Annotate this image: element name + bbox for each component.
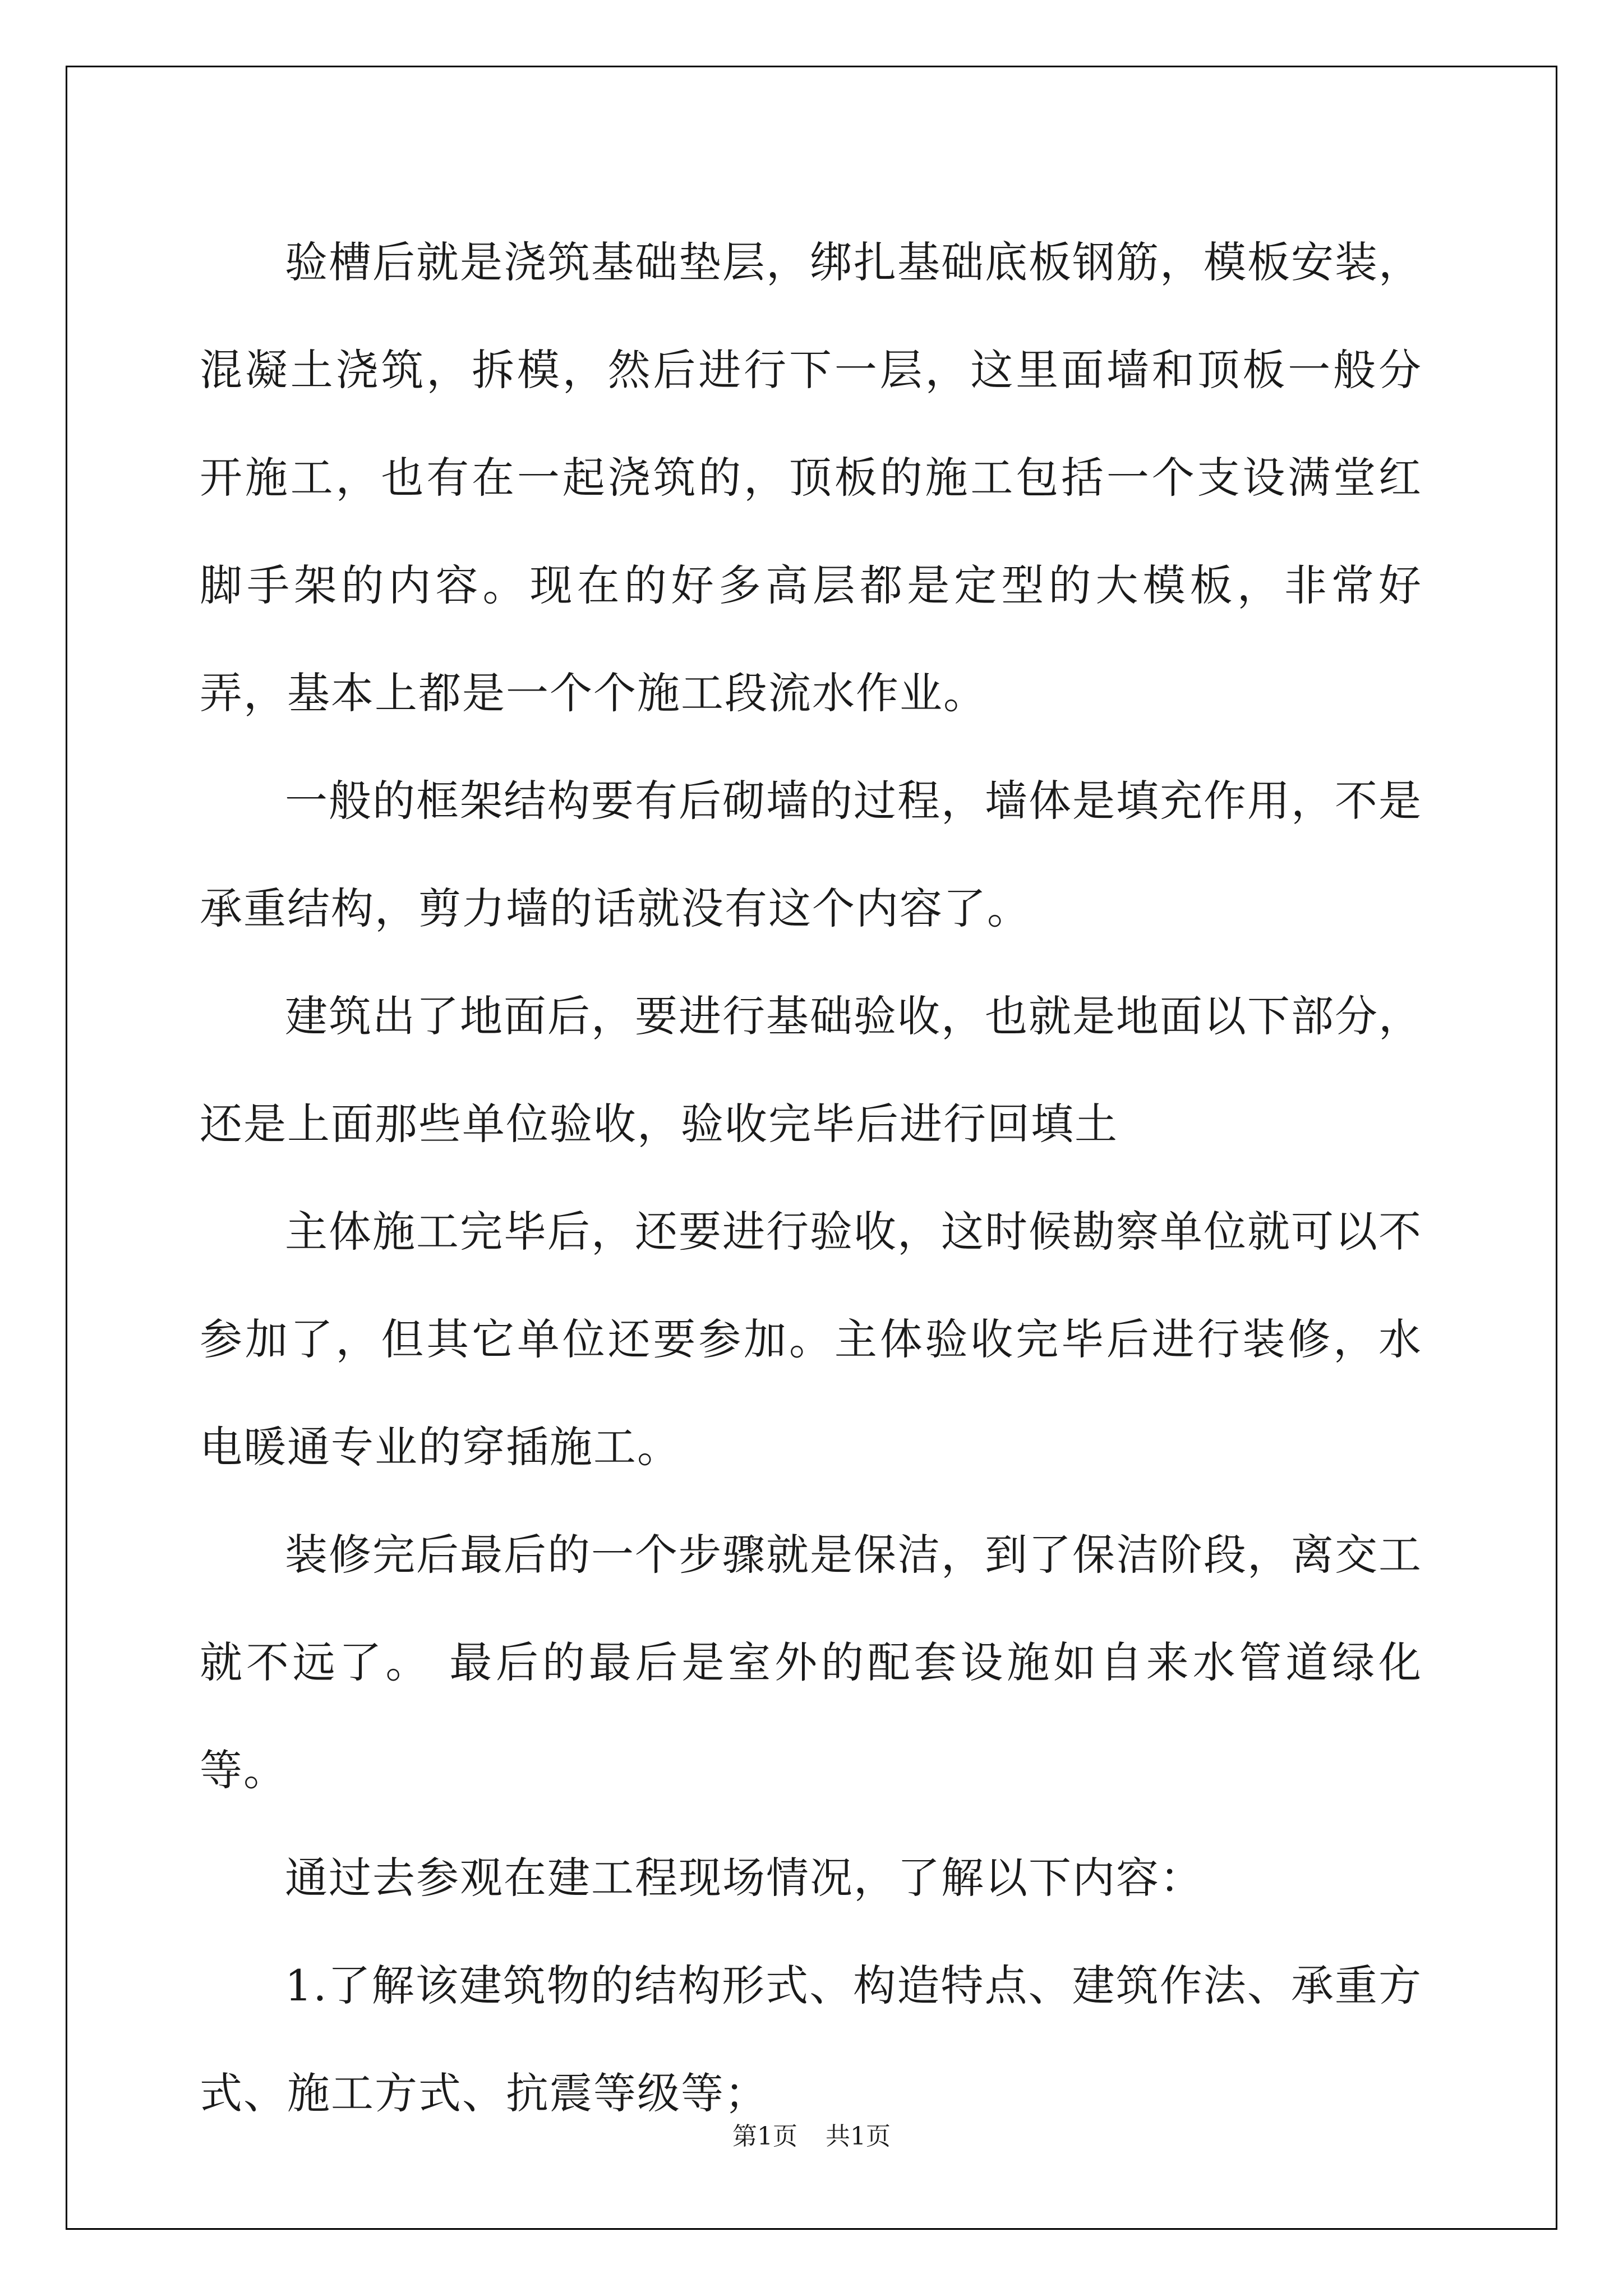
paragraph-site-visit: 通过去参观在建工程现场情况，了解以下内容：: [285, 1853, 1204, 1903]
paragraph-item-1: 1.了解该建筑物的结构形式、构造特点、建筑作法、承重方式、施工方式、抗震等级等；: [200, 1961, 1422, 2118]
page-total: 共1页: [826, 2122, 891, 2151]
paragraph-construction-sequence: 验槽后就是浇筑基础垫层，绑扎基础底板钢筋，模板安装，混凝土浇筑，拆模，然后进行下一层，这里面墙和顶板一般分开施工，也有在一起浇筑的，顶板的施工包括一个支设满堂红脚手架的内容。现在的好多高层都是定型的大模板，非常好弄，基本上都是一个个施工段流水作业。: [200, 237, 1422, 718]
paragraph-cleaning-stage: 装修完后最后的一个步骤就是保洁，到了保洁阶段，离交工就不远了。 最后的最后是室外的配套设施如自来水管道绿化等。: [200, 1530, 1422, 1795]
page-footer: [0, 2116, 1623, 2152]
paragraph-foundation-acceptance: 建筑出了地面后，要进行基础验收，也就是地面以下部分，还是上面那些单位验收，验收完毕后进行回填土: [200, 991, 1422, 1149]
paragraph-frame-structure: 一般的框架结构要有后砌墙的过程，墙体是填充作用，不是承重结构，剪力墙的话就没有这个内容了。: [200, 776, 1422, 933]
paragraph-main-structure-acceptance: 主体施工完毕后，还要进行验收，这时候勘察单位就可以不参加了，但其它单位还要参加。主体验收完毕后进行装修，水电暖通专业的穿插施工。: [200, 1207, 1422, 1472]
document-body: [200, 209, 1422, 2147]
page-number: 第1页: [732, 2122, 797, 2151]
